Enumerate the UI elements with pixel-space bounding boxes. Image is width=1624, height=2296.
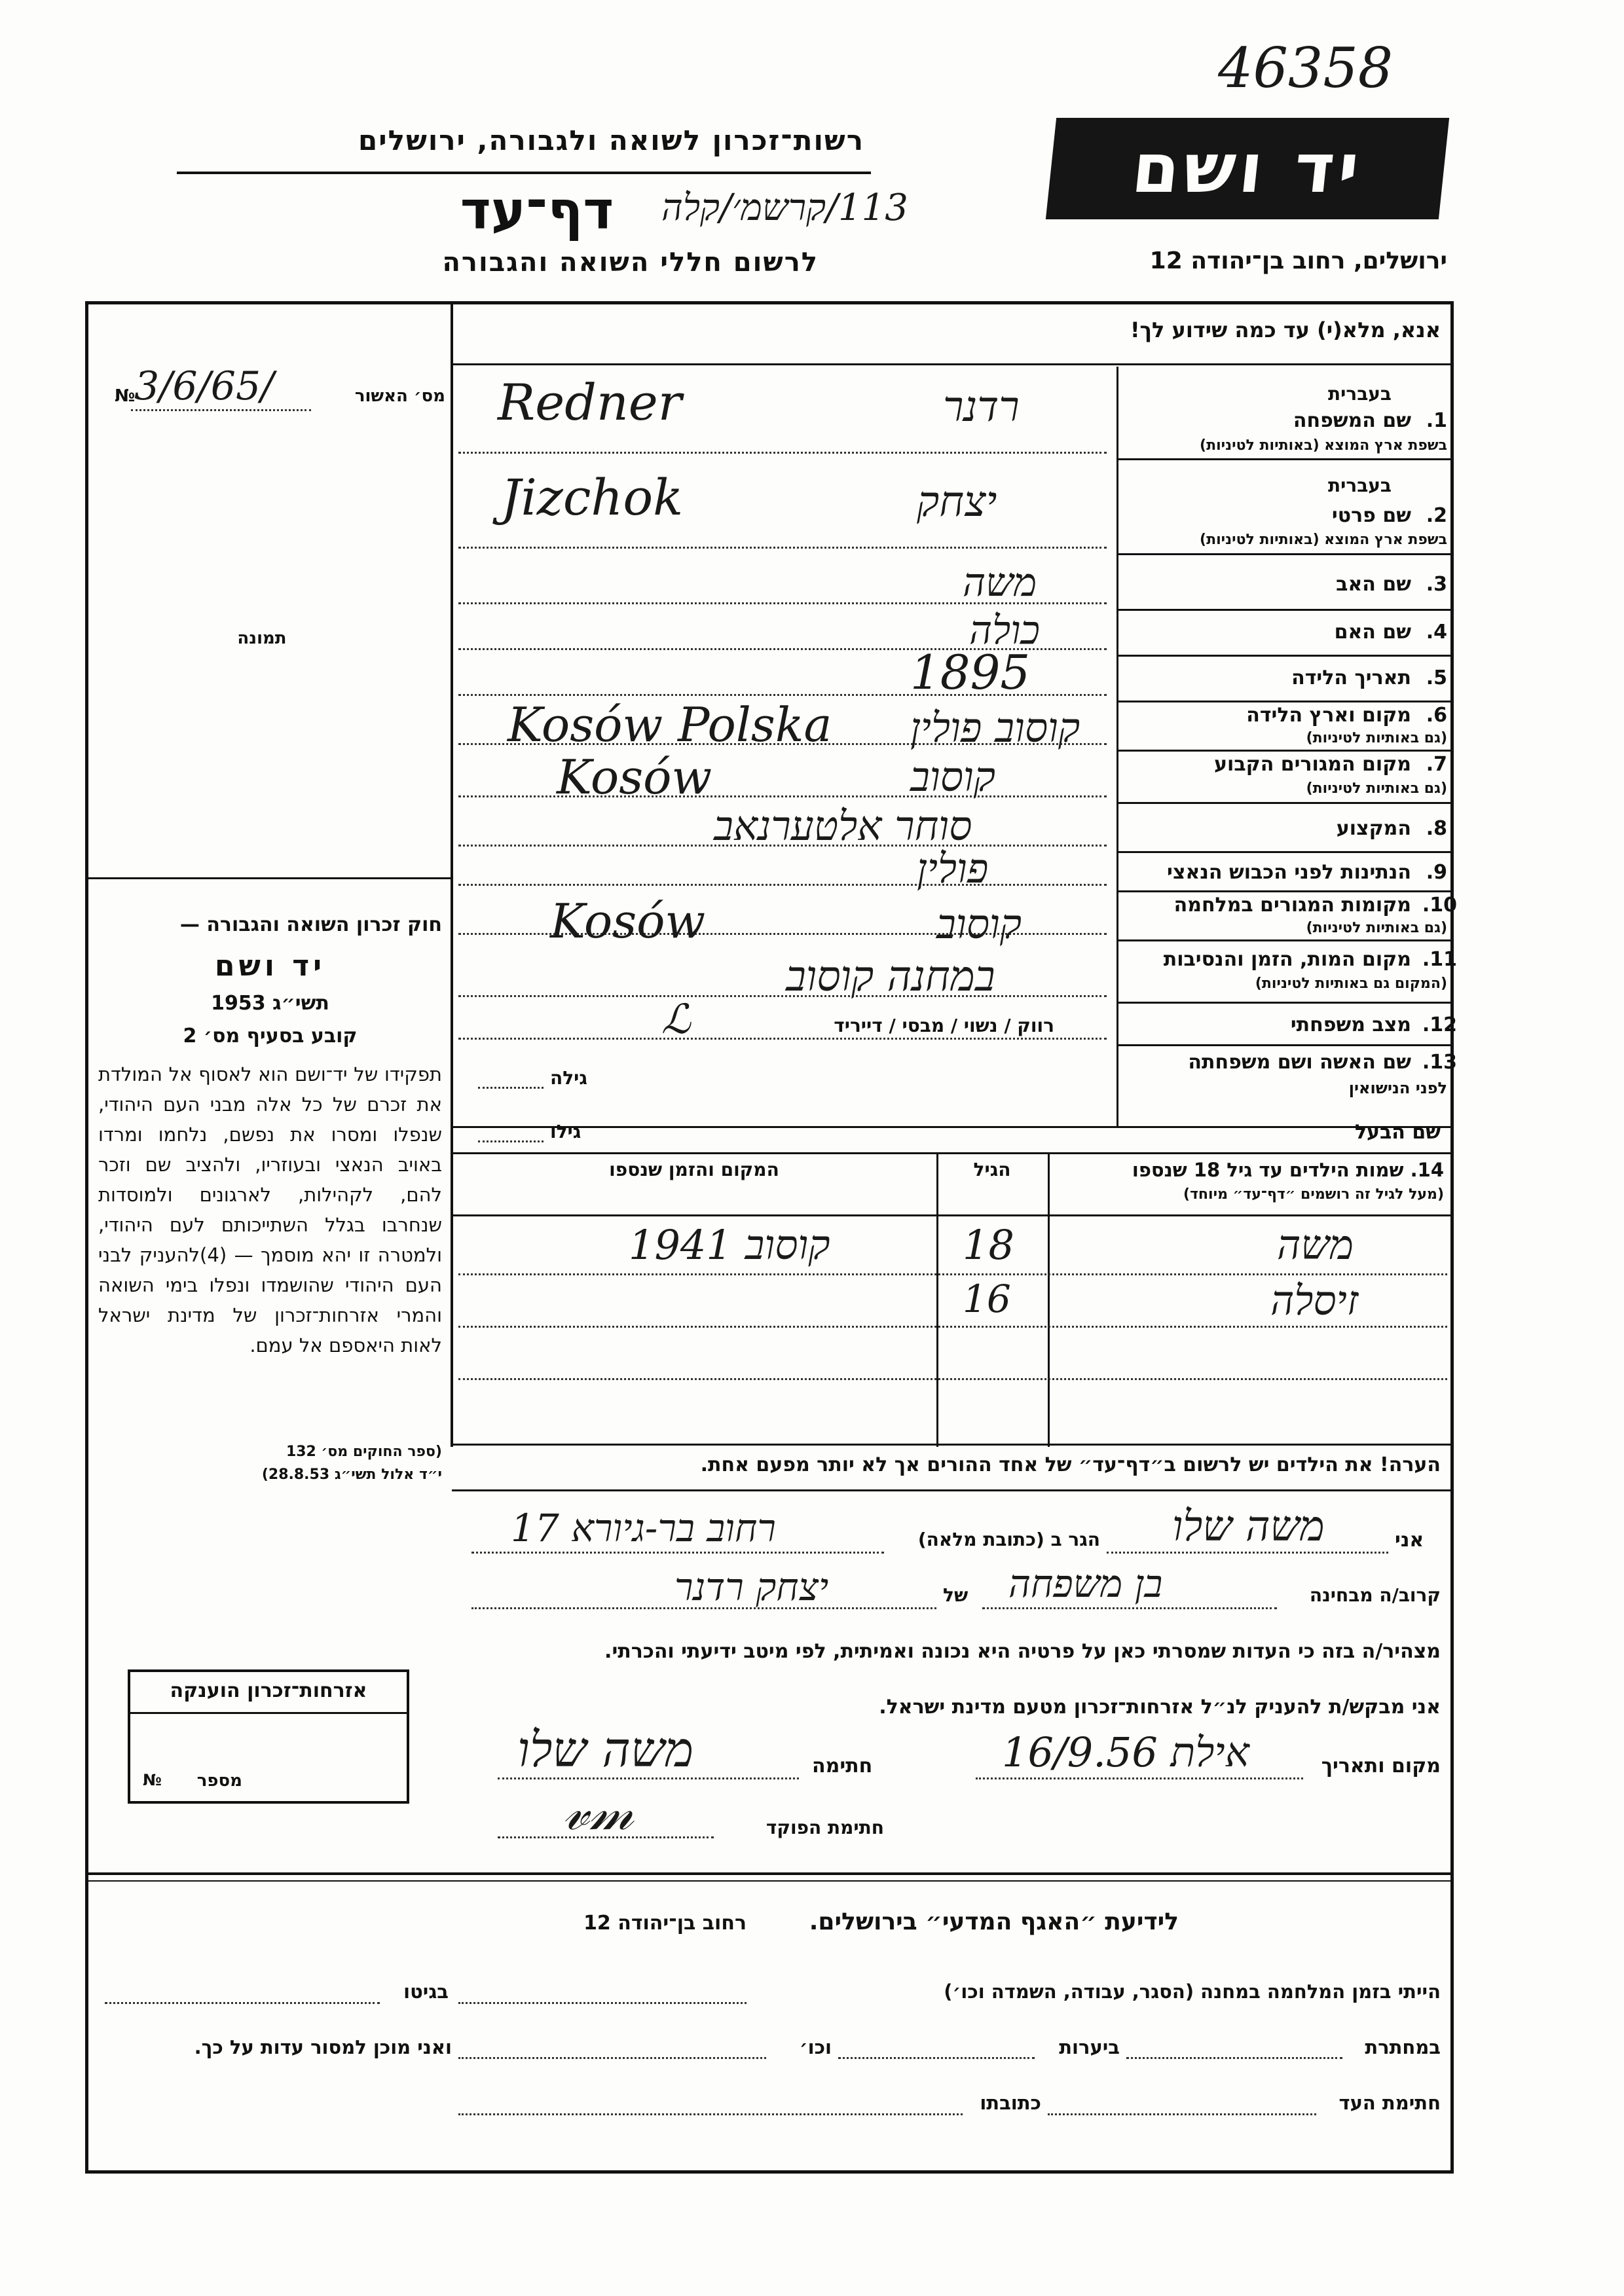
husband-label: שם הבעל <box>1354 1121 1441 1144</box>
husband-age-label: גילו <box>550 1121 581 1142</box>
child-row-2-line <box>458 1326 1447 1328</box>
footer-address-label: כתובתו <box>980 2092 1041 2114</box>
footer-etc-line <box>458 2057 766 2059</box>
field-11-hebrew: במחנה קוסוב <box>786 953 995 1001</box>
field-11-label: מקום המות, הזמן והנסיבות <box>1163 948 1411 971</box>
approval-line <box>131 409 311 411</box>
law-year: תשי״ג 1953 <box>211 992 329 1015</box>
child-row-1-line <box>458 1273 1447 1275</box>
entry-line-2 <box>458 547 1107 549</box>
intro-rule <box>452 363 1454 365</box>
field-10-label: מקומות המגורים במלחמה <box>1173 894 1411 917</box>
field-12-label: מצב משפחתי <box>1290 1013 1411 1036</box>
row-sep-13 <box>452 1126 1454 1128</box>
field-11-sub: (המקום גם באותיות לטיניות) <box>1255 975 1447 992</box>
field-12-mark: ℒ <box>661 995 691 1043</box>
child-1-name: משה <box>1277 1221 1354 1269</box>
law-clause: קובע בסעיף מס׳ 2 <box>183 1025 358 1048</box>
law-text: תפקידו של יד־ושם הוא לאסוף אל המולדת את זכרם של כל אלה מבני העם היהודי, שנפלו ומסרו את נפשם, נלחמו ומרדו באויב הנאצי ובעוזריו, ולהציב שם וזכר להם, לקהילות, לארגונים ולמוסדות שנחרבו בגלל השתייכותם לעם היהודי, ולמטרה זו יהא מוסמך — (4)להעניק לבני העם היהודי שהושמדו ונפלו בימי השואה והמרי אזרחות־זכרון של מדינת ישראל לאות היאספם אל עמם. <box>98 1063 442 1357</box>
field-2-hebrew-tag: בעברית <box>1327 475 1392 496</box>
logo-text: יד ושם <box>1128 128 1367 208</box>
header-rule <box>177 172 871 174</box>
approval-no: № <box>115 386 136 406</box>
field-9-label: הנתינות לפני הכבוש הנאצי <box>1167 861 1411 884</box>
law-ref-2: י״ד אלול תשי״ג 28.8.53) <box>261 1467 442 1483</box>
row-sep-9 <box>1116 890 1454 892</box>
row-sep-12 <box>1116 1044 1454 1046</box>
declarant-address: רחוב בר-גיורא 17 <box>511 1506 776 1550</box>
entry-line-9 <box>458 884 1107 886</box>
children-col-2 <box>936 1152 938 1447</box>
field-5-label: תאריך הלידה <box>1291 666 1411 689</box>
row-sep-3 <box>1116 609 1454 611</box>
field-13-num: 13. <box>1422 1051 1457 1074</box>
child-row-3-line <box>458 1378 1447 1380</box>
citizenship-number-label: מספר <box>196 1771 242 1791</box>
footer-underground-line <box>1126 2057 1342 2059</box>
signature-line <box>498 1777 799 1779</box>
footer-witness-line <box>1048 2113 1316 2115</box>
place-date-line <box>976 1777 1303 1779</box>
row-sep-1 <box>1116 458 1454 460</box>
children-label: 14. שמות הילדים עד גיל 18 שנספו <box>1132 1159 1444 1181</box>
officer-label: חתימת הפוקד <box>766 1817 884 1838</box>
children-bottom-rule <box>452 1444 1454 1446</box>
signature-label: חתימה <box>812 1755 873 1777</box>
field-8-num: 8. <box>1426 817 1447 840</box>
note-text: הערה! את הילדים יש לרשום ב״דף־עד״ של אחד ההורים אך לא יותר מפעם אחת. <box>700 1453 1441 1476</box>
row-sep-8 <box>1116 851 1454 853</box>
field-9-hebrew: פולין <box>917 845 989 892</box>
declarant-name: משה שלו <box>1172 1503 1325 1551</box>
footer-title: לידיעת ״האגף המדעי״ בירושלים. <box>809 1908 1179 1935</box>
signature-value: משה שלו <box>517 1722 694 1778</box>
declarant-i-label: אני <box>1395 1529 1424 1552</box>
declarant-address-label: הגר ב (כתובת מלאה) <box>917 1529 1100 1550</box>
row-sep-4 <box>1116 655 1454 657</box>
citizenship-no: № <box>143 1771 162 1789</box>
field-12-options: רווק / נשוי / מבסי / דייריד <box>834 1015 1054 1036</box>
form-annotation: 113/קרשמ׳/קלה <box>661 187 908 229</box>
row-sep-6 <box>1116 750 1454 752</box>
field-5-hebrew: 1895 <box>910 645 1031 700</box>
approval-value: 3/6/65/ <box>134 363 274 409</box>
field-1-label: שם המשפחה <box>1293 409 1411 432</box>
field-2-latin: Jizchok <box>501 468 684 526</box>
footer-forests: ביערות <box>1059 2036 1120 2058</box>
photo-box-rule <box>85 877 452 879</box>
law-name: יד ושם <box>214 949 326 983</box>
field-9-num: 9. <box>1426 861 1447 884</box>
footer-ready: ואני מוכן למסור עדות על כך. <box>194 2036 452 2058</box>
footer-address: רחוב בן־יהודה 12 <box>583 1912 747 1935</box>
footer-ghetto-line <box>105 2002 380 2004</box>
row-sep-5 <box>1116 701 1454 702</box>
approval-label: מס׳ האשור <box>354 386 445 406</box>
entry-line-12 <box>458 1038 1107 1040</box>
declarant-name-line <box>1107 1552 1388 1554</box>
field-3-label: שם האב <box>1336 573 1411 596</box>
field-1-hebrew: רדנר <box>943 383 1020 431</box>
field-7-label: מקום המגורים הקבוע <box>1214 753 1411 776</box>
of-name: יצחק רדנר <box>674 1565 829 1609</box>
field-6-hebrew: קוסוב פולין <box>910 704 1080 752</box>
field-8-label: המקצוע <box>1336 817 1411 840</box>
footer-camp-line <box>458 2002 747 2004</box>
children-sub: (מעל לגיל זה רושמים ״דף־עד״ מיוחד) <box>1183 1186 1444 1203</box>
children-header-rule <box>452 1214 1454 1216</box>
side-divider <box>451 301 453 1447</box>
of-line <box>471 1607 936 1609</box>
note-rule <box>452 1489 1454 1491</box>
citizenship-rule <box>128 1712 409 1714</box>
field-7-sub: (גם באותיות לטיניות) <box>1306 780 1447 797</box>
field-5-num: 5. <box>1426 666 1447 689</box>
footer-forests-line <box>838 2057 1035 2059</box>
photo-label: תמונה <box>237 629 287 648</box>
footer-address-line <box>458 2113 963 2115</box>
field-2-hebrew: יצחק <box>917 478 997 526</box>
field-10-sub: (גם באותיות לטיניות) <box>1306 920 1447 936</box>
husband-rule <box>452 1152 1454 1154</box>
footer-witness-sig: חתימת העד <box>1338 2092 1441 2114</box>
entry-line-11 <box>458 995 1107 997</box>
entry-line-1 <box>458 452 1107 454</box>
relation-line <box>982 1607 1277 1609</box>
field-4-num: 4. <box>1426 621 1447 644</box>
row-sep-2 <box>1116 553 1454 555</box>
field-11-num: 11. <box>1422 948 1457 971</box>
row-sep-10 <box>1116 939 1454 941</box>
child-2-name: זיסלה <box>1270 1277 1359 1324</box>
field-2-num: 2. <box>1426 504 1447 527</box>
officer-line <box>498 1836 714 1838</box>
children-place-header: המקום והזמן שנספו <box>609 1159 779 1180</box>
field-1-num: 1. <box>1426 409 1447 432</box>
yad-vashem-logo <box>1046 118 1449 219</box>
place-date-value: אילת 16/9.56 <box>1002 1728 1249 1776</box>
field-10-hebrew: קוסוב <box>936 900 1022 948</box>
field-6-label: מקום וארץ הלידה <box>1246 704 1411 727</box>
field-2-sub: בשפת ארץ המוצא (באותיות לטיניות) <box>1200 532 1447 548</box>
place-date-label: מקום ותאריך <box>1321 1755 1441 1777</box>
declarant-address-line <box>471 1552 884 1554</box>
law-title: חוק זכרון השואה והגבורה — <box>179 913 442 936</box>
field-2-label: שם פרטי <box>1331 504 1411 527</box>
field-6-latin: Kosów Polska <box>507 697 832 752</box>
field-4-label: שם האם <box>1334 621 1411 644</box>
institution-name: רשות־זכרון לשואה ולגבורה, ירושלים <box>358 124 864 156</box>
form-subtitle: לרשום חללי השואה והגבורה <box>442 247 819 278</box>
field-10-latin: Kosów <box>550 894 706 949</box>
footer-etc: וכו׳ <box>799 2036 832 2058</box>
child-1-age: 18 <box>963 1221 1014 1269</box>
row-sep-7 <box>1116 802 1454 804</box>
field-1-sub: בשפת ארץ המוצא (באותיות לטיניות) <box>1200 437 1447 454</box>
field-3-hebrew: משה <box>963 560 1037 606</box>
footer-ghetto: בגיטו <box>403 1980 449 2003</box>
field-12-num: 12. <box>1422 1013 1457 1036</box>
entry-line-7 <box>458 795 1107 797</box>
footer-line-1: הייתי בזמן המלחמה במחנה (הסגר, עבודה, השמדה וכו׳) <box>944 1980 1441 2003</box>
declaration-text: מצהיר/ה בזה כי העדות שמסרתי כאן על פרטיה היא נכונה ואמיתית, לפי מיטב ידיעתי והכרתי. <box>604 1640 1441 1663</box>
officer-signature-mark: 𝓋𝓂 <box>563 1781 634 1842</box>
form-title: דף־עד <box>460 180 614 241</box>
address-header: ירושלים, רחוב בן־יהודה 12 <box>1149 247 1447 274</box>
wife-age-label: גילה <box>550 1067 587 1089</box>
row-sep-11 <box>1116 1002 1454 1004</box>
footer-rule-2 <box>85 1880 1454 1882</box>
field-10-num: 10. <box>1422 894 1457 917</box>
citizenship-title: אזרחות־זכרון הוענקה <box>170 1679 367 1702</box>
field-6-num: 6. <box>1426 704 1447 727</box>
law-ref-1: (ספר החוקים מס׳ 132 <box>286 1444 442 1460</box>
field-6-sub: (גם באותיות לטיניות) <box>1306 730 1447 746</box>
relation-label: קרוב/ה מבחינה <box>1309 1584 1441 1606</box>
children-age-header: הגיל <box>973 1159 1011 1180</box>
field-7-num: 7. <box>1426 753 1447 776</box>
children-col-1 <box>1048 1152 1050 1447</box>
wife-age-line <box>478 1087 544 1089</box>
field-13-sub: לפני הנישואין <box>1348 1079 1447 1097</box>
husband-age-line <box>478 1140 544 1142</box>
relation-value: בן משפחה <box>1008 1561 1163 1606</box>
field-13-label: שם האשה ושם משפחתה <box>1188 1051 1411 1074</box>
of-label: של <box>943 1584 969 1606</box>
field-7-latin: Kosów <box>557 750 712 805</box>
child-1-place: קוסוב 1941 <box>629 1221 830 1269</box>
field-4-hebrew: כולה <box>969 608 1040 653</box>
field-7-hebrew: קוסוב <box>910 753 996 801</box>
label-divider <box>1116 367 1118 1126</box>
field-1-latin: Redner <box>498 373 682 431</box>
footer-rule-1 <box>85 1872 1454 1875</box>
child-2-age: 16 <box>963 1277 1011 1321</box>
intro-text: אנא, מלא(י) עד כמה שידוע לך! <box>1130 318 1441 342</box>
archive-number: 46358 <box>1218 36 1393 100</box>
field-1-hebrew-tag: בעברית <box>1327 383 1392 405</box>
field-8-hebrew: סוחר אלטערנאב <box>714 802 972 850</box>
field-3-num: 3. <box>1426 573 1447 596</box>
footer-underground: במחתרת <box>1365 2036 1441 2058</box>
request-text: אני מבקש/ת להעניק לנ״ל אזרחות־זכרון מטעם מדינת ישראל. <box>879 1696 1441 1719</box>
